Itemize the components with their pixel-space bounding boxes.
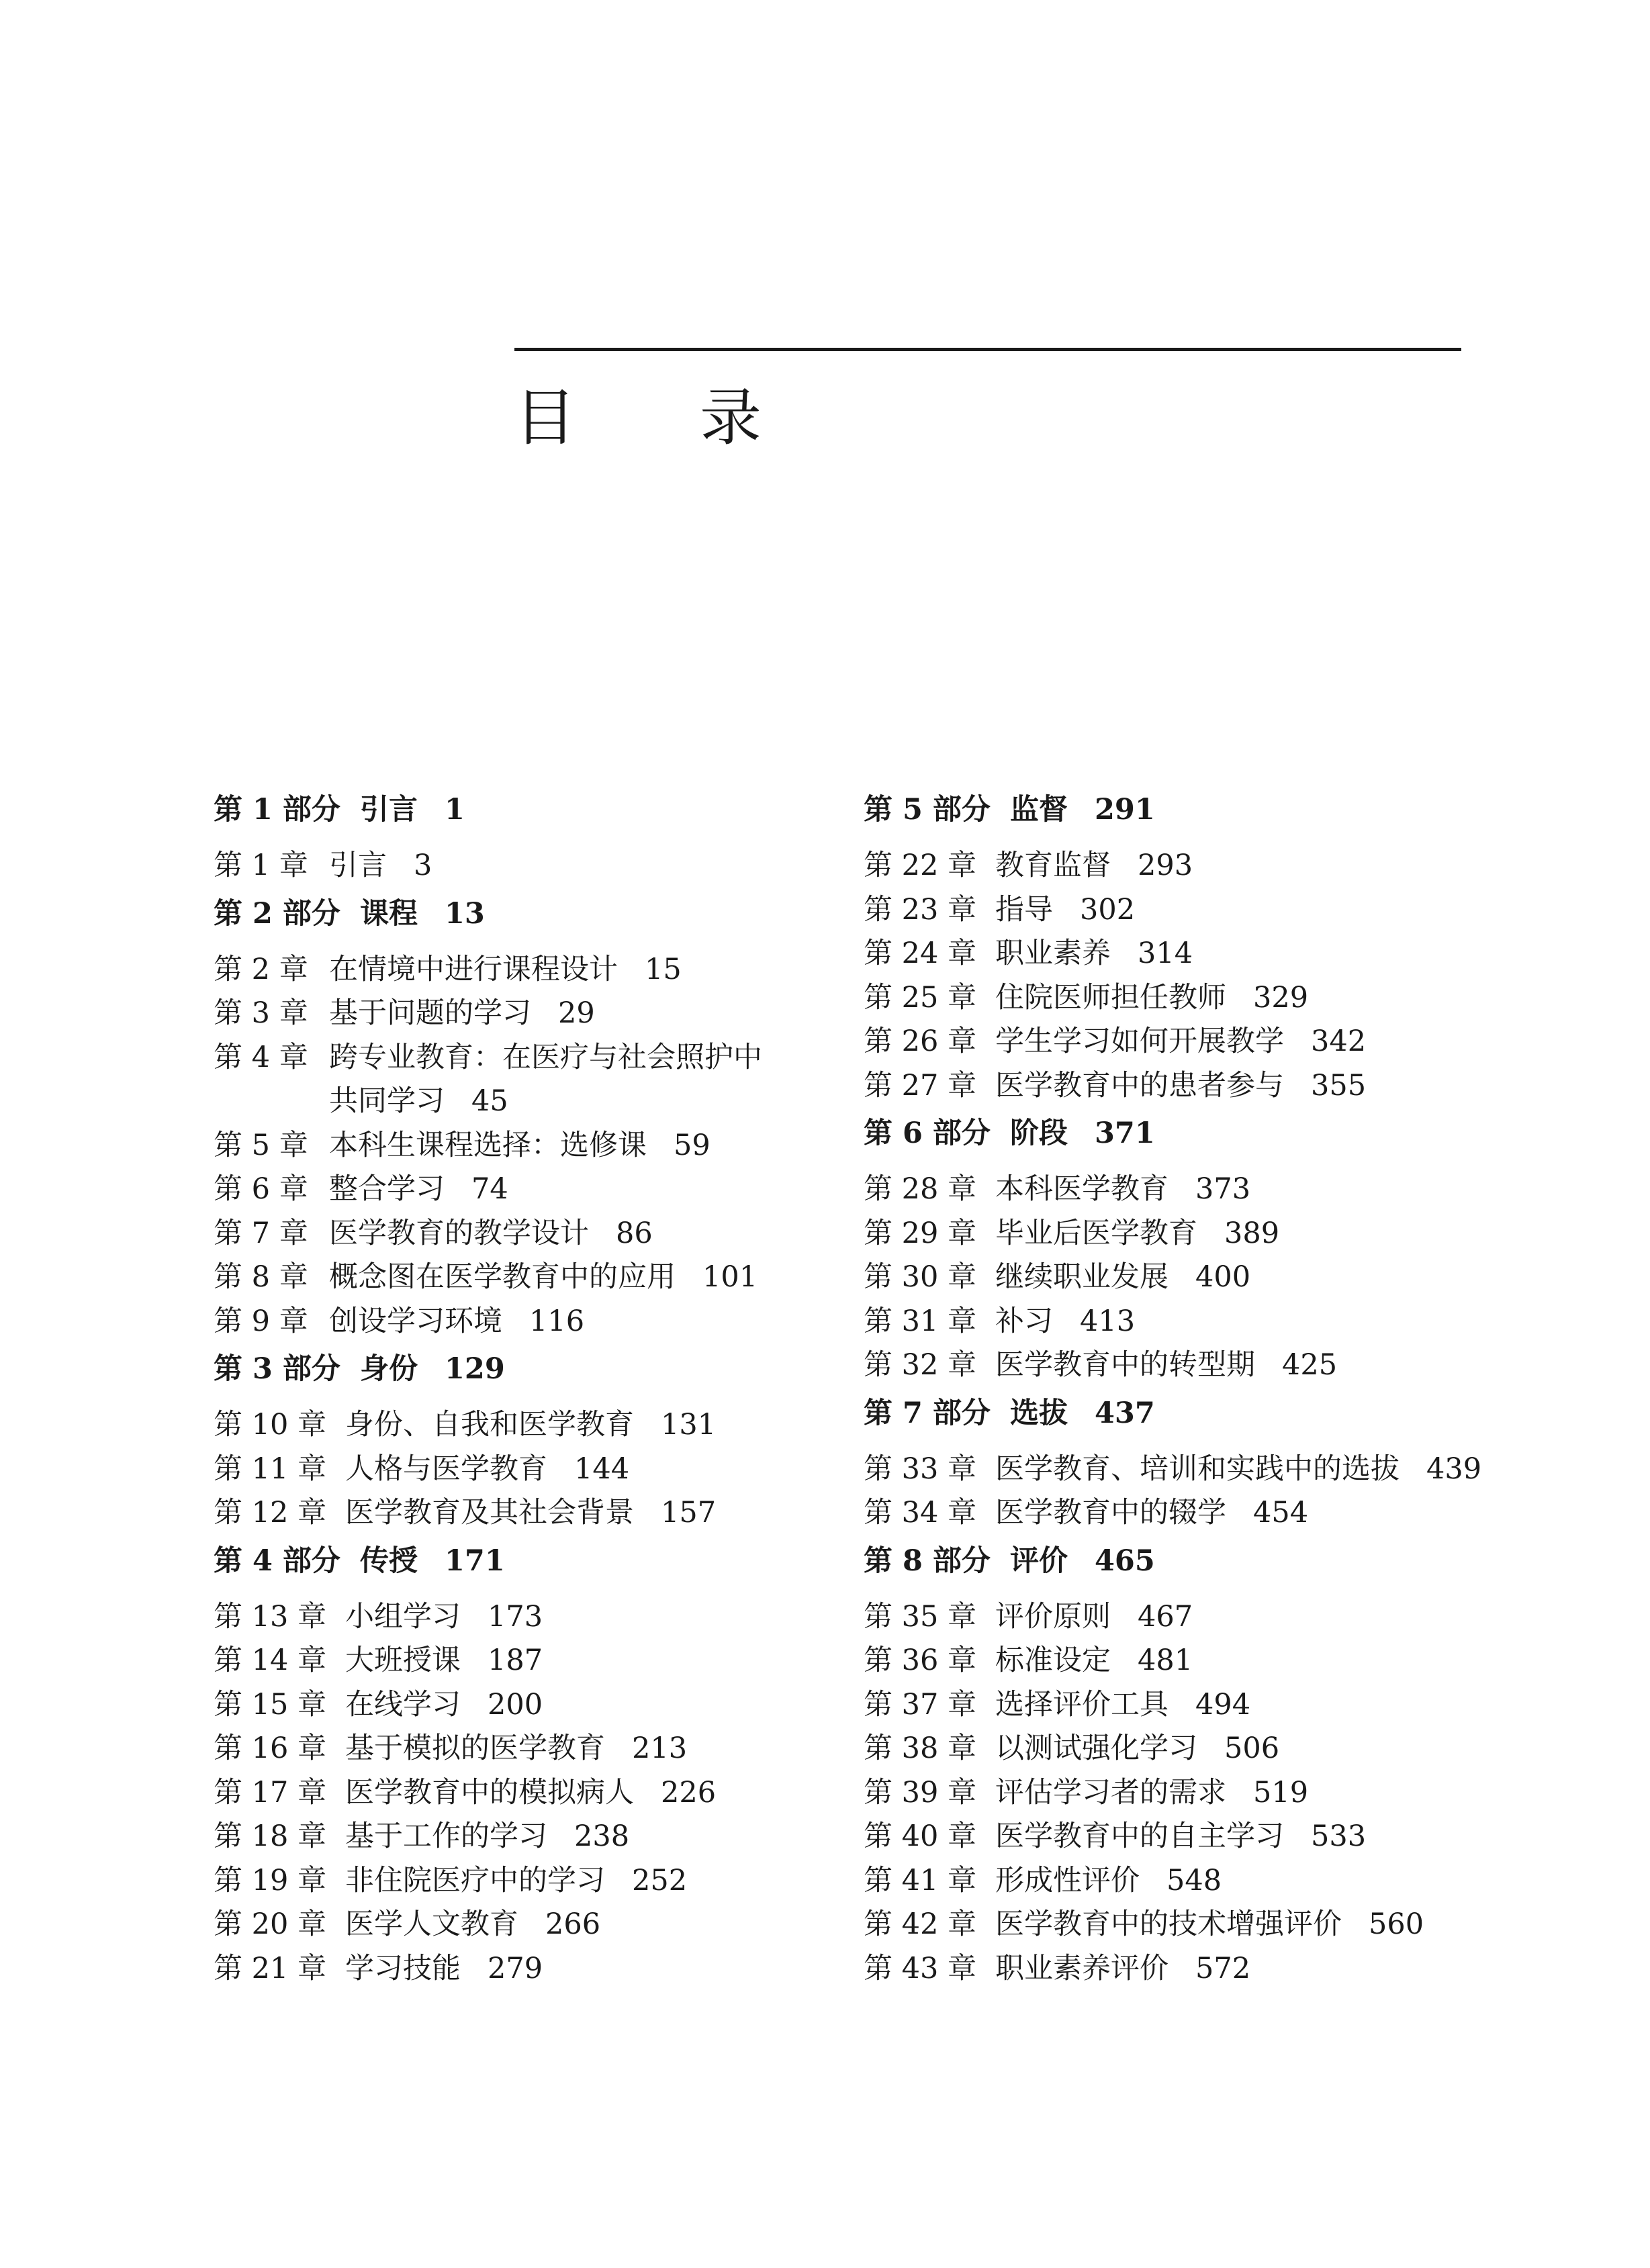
chapter-label: 第 14 章 [214, 1644, 327, 1677]
toc-chapter-entry [214, 1403, 852, 1448]
page-number: 342 [1311, 1025, 1367, 1058]
chapter-title: 整合学习 [329, 1172, 445, 1206]
chapter-title: 身份、自我和医学教育 [345, 1408, 634, 1442]
page-number: 373 [1195, 1172, 1251, 1206]
toc-part-entry [214, 784, 852, 844]
chapter-label: 第 12 章 [214, 1496, 327, 1529]
page-number: 439 [1426, 1452, 1482, 1486]
title-rule [514, 348, 1461, 351]
page-number: 226 [661, 1775, 717, 1809]
page-number: 45 [471, 1084, 508, 1118]
toc-chapter-entry [864, 1903, 1502, 1947]
chapter-title: 毕业后医学教育 [995, 1216, 1197, 1250]
chapter-title: 医学教育、培训和实践中的选拔 [995, 1452, 1400, 1486]
chapter-label: 第 25 章 [864, 980, 977, 1014]
page-number: 465 [1095, 1544, 1155, 1578]
toc-part-entry [214, 1535, 852, 1595]
page-number: 116 [529, 1304, 585, 1338]
chapter-title: 补习 [995, 1304, 1053, 1338]
chapter-label: 第 15 章 [214, 1687, 327, 1721]
chapter-label: 第 27 章 [864, 1068, 977, 1102]
chapter-title: 医学教育及其社会背景 [345, 1496, 634, 1529]
toc-part-entry [864, 784, 1502, 844]
toc-chapter-entry [864, 1343, 1502, 1388]
chapter-label: 第 20 章 [214, 1907, 327, 1941]
toc-chapter-entry [864, 1212, 1502, 1256]
chapter-title: 非住院医疗中的学习 [345, 1863, 605, 1897]
page-number: 29 [558, 996, 595, 1030]
chapter-title: 选择评价工具 [995, 1687, 1168, 1721]
toc-part-entry [864, 1108, 1502, 1168]
toc-chapter-entry [214, 1639, 852, 1683]
page-number: 425 [1282, 1348, 1338, 1382]
page-number: 238 [574, 1820, 630, 1853]
chapter-label: 第 38 章 [864, 1732, 977, 1765]
chapter-label: 第 34 章 [864, 1496, 977, 1529]
page-number: 548 [1166, 1863, 1222, 1897]
toc-chapter-entry [214, 1212, 852, 1256]
page-number: 467 [1138, 1599, 1193, 1634]
toc-chapter-entry [864, 1300, 1502, 1344]
page-number: 560 [1369, 1907, 1424, 1941]
chapter-label: 第 35 章 [864, 1599, 977, 1634]
part-label: 第 4 部分 [214, 1544, 340, 1578]
page-number: 74 [471, 1172, 508, 1206]
chapter-label: 第 17 章 [214, 1775, 327, 1809]
chapter-title: 教育监督 [995, 849, 1111, 882]
page-number: 400 [1195, 1260, 1251, 1294]
chapter-title: 医学教育中的技术增强评价 [995, 1907, 1342, 1941]
toc-chapter-entry [214, 1683, 852, 1728]
part-label: 第 7 部分 [864, 1396, 991, 1430]
part-title: 传授 [360, 1544, 418, 1578]
part-label: 第 6 部分 [864, 1117, 991, 1150]
chapter-title: 本科生课程选择：选修课 [329, 1128, 647, 1162]
part-title: 阶段 [1010, 1117, 1068, 1150]
chapter-title: 学习技能 [345, 1951, 461, 1985]
chapter-label: 第 43 章 [864, 1951, 977, 1985]
chapter-label: 第 36 章 [864, 1644, 977, 1677]
chapter-label: 第 32 章 [864, 1348, 977, 1382]
toc-chapter-entry [214, 1036, 852, 1080]
page-number: 129 [445, 1352, 505, 1386]
toc-chapter-entry [214, 1947, 852, 1991]
chapter-title: 标准设定 [995, 1644, 1111, 1677]
chapter-title: 本科医学教育 [995, 1172, 1168, 1206]
page-number: 533 [1311, 1820, 1367, 1853]
page-number: 59 [674, 1128, 711, 1162]
chapter-title: 指导 [995, 892, 1053, 927]
chapter-label: 第 41 章 [864, 1863, 977, 1897]
toc-chapter-entry [864, 1815, 1502, 1859]
toc-chapter-entry [864, 1639, 1502, 1683]
page-number: 279 [488, 1951, 543, 1985]
toc-chapter-entry [214, 1448, 852, 1492]
page-number: 171 [445, 1544, 505, 1578]
page-number: 389 [1224, 1216, 1280, 1250]
toc-chapter-continuation [214, 1080, 852, 1124]
part-label: 第 1 部分 [214, 793, 340, 826]
toc-chapter-entry [214, 1124, 852, 1168]
page-number: 144 [574, 1452, 630, 1486]
chapter-label: 第 4 章 [214, 1040, 308, 1074]
page-number: 572 [1195, 1951, 1251, 1985]
toc-chapter-entry [214, 1903, 852, 1947]
toc-chapter-entry [214, 1815, 852, 1859]
chapter-title: 跨专业教育：在医疗与社会照护中 [329, 1040, 762, 1074]
page-number: 302 [1080, 892, 1136, 927]
chapter-label: 第 5 章 [214, 1128, 308, 1162]
part-label: 第 8 部分 [864, 1544, 991, 1578]
chapter-label: 第 1 章 [214, 849, 308, 882]
toc-chapter-entry [864, 1448, 1502, 1492]
part-title: 评价 [1010, 1544, 1068, 1578]
page-number: 3 [414, 849, 432, 882]
chapter-title: 以测试强化学习 [995, 1732, 1197, 1765]
part-title: 课程 [360, 896, 418, 931]
chapter-label: 第 3 章 [214, 996, 308, 1030]
page-number: 187 [488, 1644, 543, 1677]
page-number: 101 [702, 1260, 758, 1294]
toc-chapter-entry [214, 844, 852, 888]
page-number: 131 [661, 1408, 717, 1442]
toc-chapter-entry [864, 976, 1502, 1021]
page-number: 413 [1080, 1304, 1136, 1338]
page-number: 293 [1138, 849, 1193, 882]
chapter-title: 基于模拟的医学教育 [345, 1732, 605, 1765]
page-number: 200 [488, 1687, 543, 1721]
chapter-title: 医学教育中的自主学习 [995, 1820, 1284, 1853]
chapter-title: 创设学习环境 [329, 1304, 502, 1338]
toc-right-column [864, 784, 1502, 1991]
chapter-label: 第 30 章 [864, 1260, 977, 1294]
chapter-label: 第 10 章 [214, 1408, 327, 1442]
toc-chapter-entry [214, 1491, 852, 1535]
chapter-label: 第 6 章 [214, 1172, 308, 1206]
chapter-label: 第 8 章 [214, 1260, 308, 1294]
toc-left-column [214, 784, 852, 1991]
page-number: 494 [1195, 1687, 1251, 1721]
page-number: 481 [1138, 1644, 1193, 1677]
page-number: 314 [1138, 937, 1193, 970]
page-number: 213 [632, 1732, 688, 1765]
toc-chapter-entry [214, 948, 852, 992]
chapter-title: 概念图在医学教育中的应用 [329, 1260, 676, 1294]
toc-chapter-entry [864, 1727, 1502, 1771]
toc-chapter-entry [864, 888, 1502, 933]
chapter-title: 共同学习 [329, 1084, 445, 1118]
page-number: 1 [445, 793, 465, 826]
chapter-label: 第 19 章 [214, 1863, 327, 1897]
chapter-label: 第 18 章 [214, 1820, 327, 1853]
part-label: 第 3 部分 [214, 1352, 340, 1386]
page-number: 371 [1095, 1117, 1155, 1150]
toc-chapter-entry [864, 1595, 1502, 1640]
part-label: 第 5 部分 [864, 793, 991, 826]
toc-part-entry [214, 1343, 852, 1403]
toc-chapter-entry [864, 1064, 1502, 1108]
chapter-label: 第 23 章 [864, 892, 977, 927]
chapter-label: 第 40 章 [864, 1820, 977, 1853]
toc-chapter-entry [214, 1859, 852, 1903]
chapter-title: 职业素养 [995, 937, 1111, 970]
chapter-title: 评估学习者的需求 [995, 1775, 1226, 1809]
toc-chapter-entry [214, 992, 852, 1036]
chapter-label: 第 7 章 [214, 1216, 308, 1250]
chapter-label: 第 26 章 [864, 1025, 977, 1058]
page-title: 目 录 [514, 382, 762, 454]
page-number: 266 [545, 1907, 601, 1941]
chapter-title: 小组学习 [345, 1599, 461, 1634]
page-number: 15 [645, 952, 682, 986]
page-number: 506 [1224, 1732, 1280, 1765]
chapter-label: 第 9 章 [214, 1304, 308, 1338]
toc-chapter-entry [864, 1020, 1502, 1064]
chapter-title: 学生学习如何开展教学 [995, 1025, 1284, 1058]
chapter-title: 在线学习 [345, 1687, 461, 1721]
chapter-label: 第 42 章 [864, 1907, 977, 1941]
toc-chapter-entry [214, 1595, 852, 1640]
chapter-title: 医学教育中的患者参与 [995, 1068, 1284, 1102]
toc-chapter-entry [864, 1859, 1502, 1903]
toc-chapter-entry [864, 844, 1502, 888]
chapter-label: 第 29 章 [864, 1216, 977, 1250]
toc-part-entry [214, 888, 852, 948]
toc-part-entry [864, 1388, 1502, 1448]
part-title: 身份 [360, 1352, 418, 1386]
toc-chapter-entry [214, 1300, 852, 1344]
chapter-label: 第 22 章 [864, 849, 977, 882]
chapter-title: 医学教育中的转型期 [995, 1348, 1255, 1382]
chapter-label: 第 33 章 [864, 1452, 977, 1486]
page-number: 86 [616, 1216, 653, 1250]
part-title: 选拔 [1010, 1396, 1068, 1430]
toc-chapter-entry [864, 1256, 1502, 1300]
toc-chapter-entry [864, 1168, 1502, 1212]
chapter-label: 第 31 章 [864, 1304, 977, 1338]
toc-chapter-entry [214, 1256, 852, 1300]
chapter-title: 继续职业发展 [995, 1260, 1168, 1294]
chapter-label: 第 37 章 [864, 1687, 977, 1721]
chapter-title: 医学教育的教学设计 [329, 1216, 589, 1250]
chapter-title: 医学人文教育 [345, 1907, 518, 1941]
toc-chapter-entry [864, 1947, 1502, 1991]
chapter-title: 住院医师担任教师 [995, 980, 1226, 1014]
part-label: 第 2 部分 [214, 896, 340, 931]
chapter-title: 人格与医学教育 [345, 1452, 547, 1486]
chapter-title: 职业素养评价 [995, 1951, 1168, 1985]
chapter-title: 评价原则 [995, 1599, 1111, 1634]
chapter-label: 第 13 章 [214, 1599, 327, 1634]
chapter-title: 引言 [329, 849, 387, 882]
toc-chapter-entry [214, 1727, 852, 1771]
chapter-title: 医学教育中的辍学 [995, 1496, 1226, 1529]
toc-chapter-entry [864, 1683, 1502, 1728]
toc-chapter-entry [864, 1491, 1502, 1535]
toc-chapter-entry [864, 932, 1502, 976]
chapter-title: 在情境中进行课程设计 [329, 952, 618, 986]
page-number: 454 [1253, 1496, 1309, 1529]
chapter-label: 第 21 章 [214, 1951, 327, 1985]
page-number: 329 [1253, 980, 1309, 1014]
page-number: 437 [1095, 1396, 1155, 1430]
toc-chapter-entry [214, 1168, 852, 1212]
part-title: 引言 [360, 793, 418, 826]
chapter-label: 第 28 章 [864, 1172, 977, 1206]
page-number: 157 [661, 1496, 717, 1529]
toc-chapter-entry [864, 1771, 1502, 1815]
chapter-label: 第 39 章 [864, 1775, 977, 1809]
page-number: 173 [488, 1599, 543, 1634]
page-number: 355 [1311, 1068, 1367, 1102]
chapter-title: 医学教育中的模拟病人 [345, 1775, 634, 1809]
toc-chapter-entry [214, 1771, 852, 1815]
chapter-title: 形成性评价 [995, 1863, 1140, 1897]
toc-part-entry [864, 1535, 1502, 1595]
chapter-title: 基于问题的学习 [329, 996, 531, 1030]
page-number: 13 [445, 896, 485, 931]
chapter-label: 第 2 章 [214, 952, 308, 986]
chapter-label: 第 24 章 [864, 937, 977, 970]
part-title: 监督 [1010, 793, 1068, 826]
chapter-title: 大班授课 [345, 1644, 461, 1677]
chapter-title: 基于工作的学习 [345, 1820, 547, 1853]
page-number: 252 [632, 1863, 688, 1897]
chapter-label: 第 11 章 [214, 1452, 327, 1486]
page-number: 519 [1253, 1775, 1309, 1809]
chapter-label: 第 16 章 [214, 1732, 327, 1765]
page-number: 291 [1095, 793, 1155, 826]
